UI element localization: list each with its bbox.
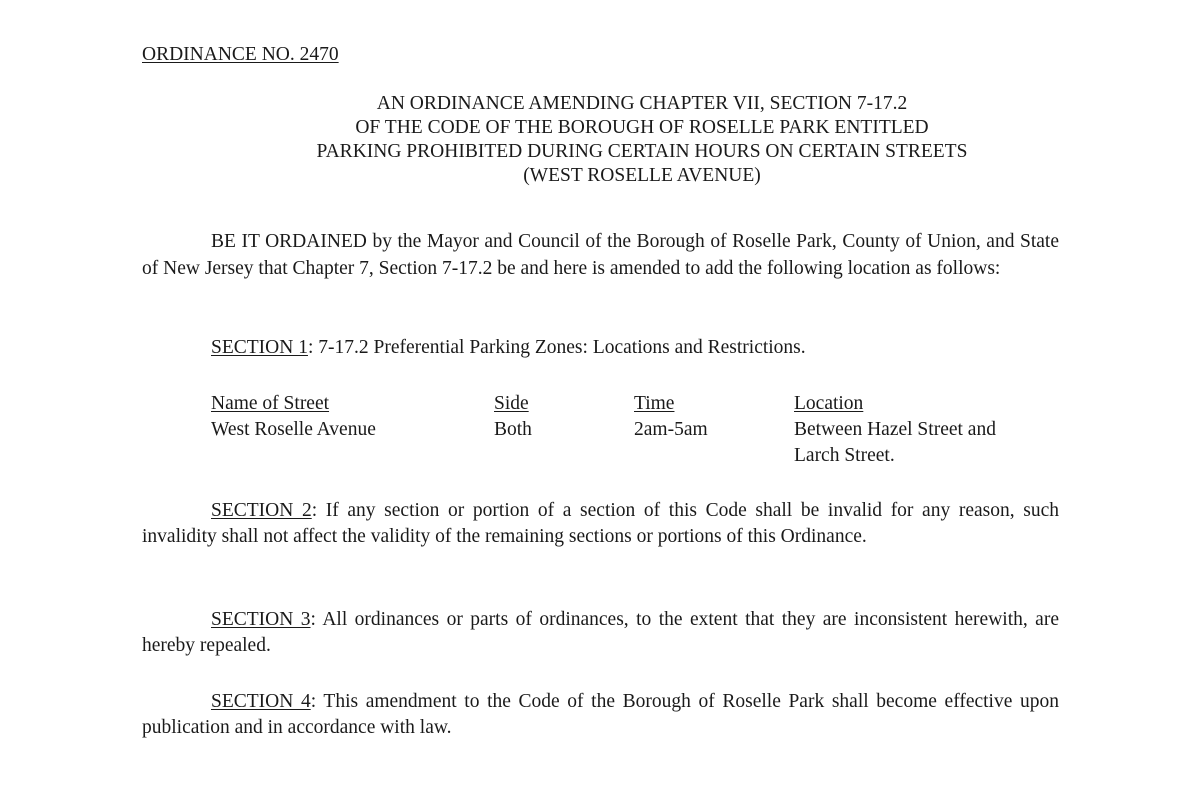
- section-3: [142, 607, 1059, 659]
- cell-street: West Roselle Avenue: [211, 419, 376, 440]
- title-line-4: (WEST ROSELLE AVENUE): [523, 165, 761, 186]
- title-line-1: AN ORDINANCE AMENDING CHAPTER VII, SECTION 7-17.2: [376, 93, 908, 114]
- section-1-text: : 7-17.2 Preferential Parking Zones: Locations and Restrictions.: [307, 337, 806, 358]
- section-2-text: : If any section or portion of a section of this Code shall be invalid for any reason, such invalidity shall not affect the validity of the remaining sections or portions of this Ordinance.: [142, 500, 1059, 547]
- cell-side: Both: [494, 419, 532, 440]
- ordinance-title: [142, 92, 1142, 188]
- section-4: [142, 689, 1059, 741]
- section-3-text: : All ordinances or parts of ordinances, to the extent that they are inconsistent herewith, are hereby repealed.: [142, 609, 1059, 656]
- section-3-label: SECTION 3: [211, 609, 311, 630]
- header-location: Location: [794, 393, 864, 414]
- table-header-row: [211, 391, 1091, 417]
- title-line-3: PARKING PROHIBITED DURING CERTAIN HOURS ON CERTAIN STREETS: [316, 141, 968, 162]
- section-4-text: : This amendment to the Code of the Borough of Roselle Park shall become effective upon publication and in accordance with law.: [142, 691, 1059, 738]
- ordained-text: BE IT ORDAINED by the Mayor and Council of the Borough of Roselle Park, County of Union, and State of New Jersey that Chapter 7, Section 7-17.2 be and here is amended to add the following location as follows:: [142, 231, 1059, 279]
- ordained-paragraph: [142, 229, 1059, 282]
- section-2-label: SECTION 2: [211, 500, 312, 521]
- section-2: [142, 498, 1059, 550]
- header-name-of-street: Name of Street: [211, 393, 330, 414]
- section-1: [211, 337, 806, 359]
- parking-table: [211, 391, 1091, 466]
- cell-location-line-2: Larch Street.: [794, 445, 895, 466]
- table-row: [211, 417, 1091, 443]
- header-side: Side: [494, 393, 529, 414]
- ordinance-number: ORDINANCE NO. 2470: [142, 44, 339, 65]
- section-1-label: SECTION 1: [211, 337, 308, 358]
- cell-time: 2am-5am: [634, 419, 708, 440]
- title-line-2: OF THE CODE OF THE BOROUGH OF ROSELLE PARK ENTITLED: [355, 117, 929, 138]
- header-time: Time: [634, 393, 675, 414]
- section-4-label: SECTION 4: [211, 691, 311, 712]
- cell-location-line-1: Between Hazel Street and: [794, 419, 996, 440]
